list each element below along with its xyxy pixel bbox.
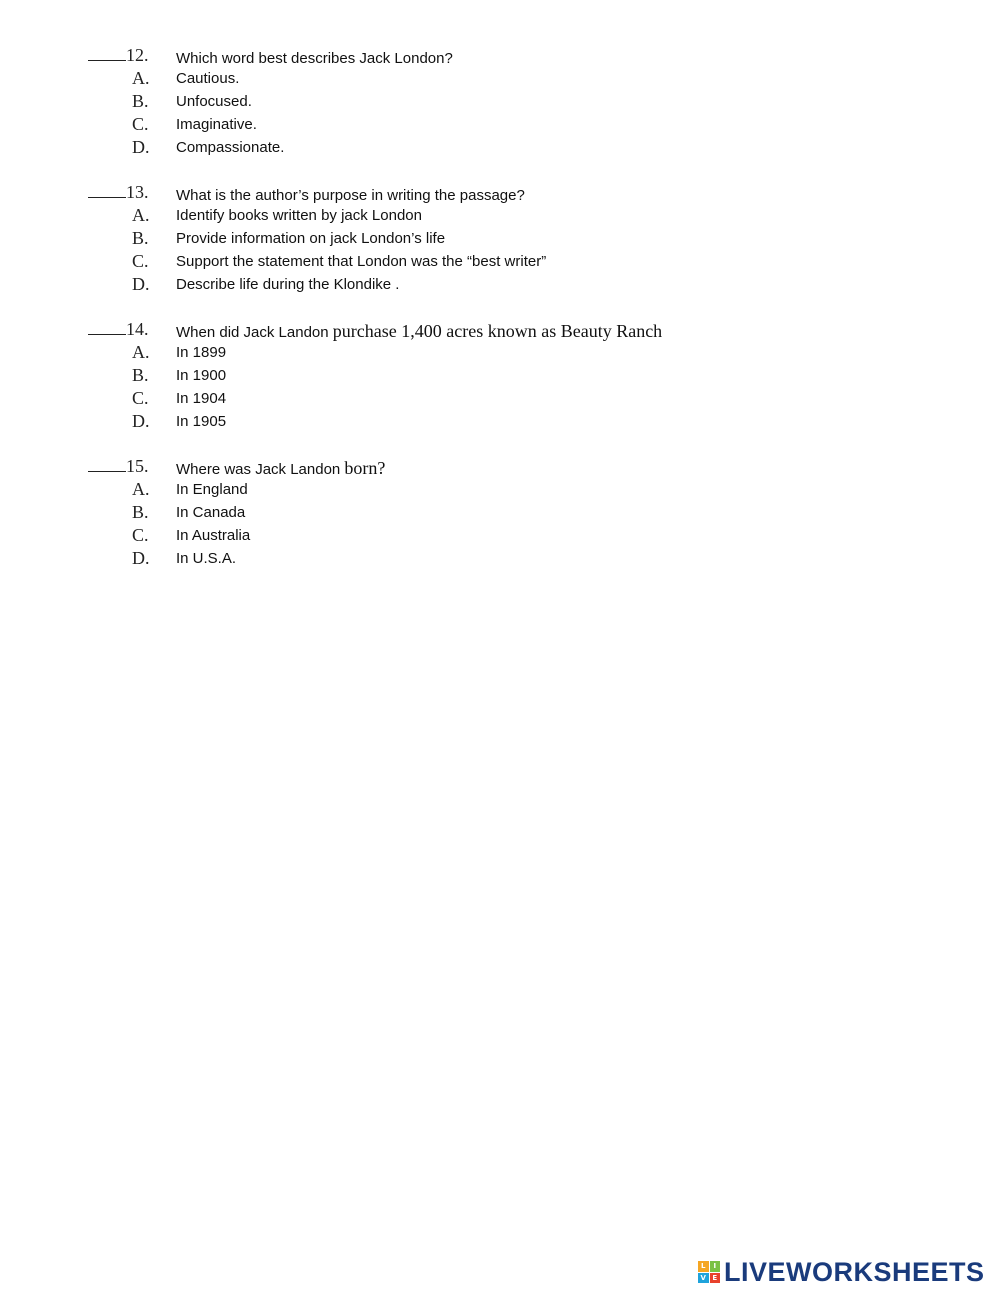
answer-blank[interactable] [88,320,126,335]
question-number [88,319,149,340]
logo-icon-letter: L [698,1261,709,1272]
question-text-tail: born? [344,458,386,478]
logo-icon-letter: I [710,1261,721,1272]
option-text: Imaginative. [176,116,257,133]
option-letter: C. [132,251,149,271]
option-letter: D. [132,137,150,157]
option-text: Provide information on jack London’s life [176,230,446,247]
option-letter: A. [132,479,150,499]
option-letter: D. [132,548,150,568]
logo-text: LIVEWORKSHEETS [724,1256,985,1287]
question-number-label: 12. [126,45,149,65]
answer-blank[interactable] [88,183,126,198]
question-text [176,47,453,68]
answer-blank[interactable] [88,457,126,472]
question-number [88,456,149,477]
option-letter: A. [132,68,150,88]
question-text-main: Which word best describes Jack London? [176,50,453,67]
option-letter: A. [132,342,150,362]
option-letter: C. [132,388,149,408]
option-text: Unfocused. [176,93,252,110]
option-letter: B. [132,365,149,385]
option-letter: D. [132,411,150,431]
option-letter: C. [132,525,149,545]
option-text: Compassionate. [176,139,285,156]
question-text-main: When did Jack Landon [176,324,333,341]
question-text-main: What is the author’s purpose in writing the passage? [176,187,525,204]
question-number-label: 14. [126,319,149,339]
option-text: Identify books written by jack London [176,207,422,224]
option-text: Support the statement that London was the “best writer” [176,253,547,270]
option-text: In 1904 [176,390,227,407]
liveworksheets-logo [698,1258,985,1286]
option-text: In 1899 [176,344,227,361]
logo-icon [698,1261,720,1283]
answer-blank[interactable] [88,46,126,61]
logo-icon-letter: V [698,1273,709,1284]
logo-icon-letter: E [710,1273,721,1284]
option-letter: D. [132,274,150,294]
question-text [176,458,385,479]
option-letter: C. [132,114,149,134]
question-number [88,45,149,66]
question-number-label: 13. [126,182,149,202]
option-letter: B. [132,91,149,111]
option-text: Cautious. [176,70,240,87]
question-text [176,184,525,205]
question-number-label: 15. [126,456,149,476]
option-letter: A. [132,205,150,225]
question-number [88,182,149,203]
option-text: In Canada [176,504,246,521]
option-text: In 1900 [176,367,227,384]
option-letter: B. [132,502,149,522]
option-text: In England [176,481,248,498]
question-text [176,321,662,342]
option-text: In 1905 [176,413,227,430]
option-text: Describe life during the Klondike . [176,276,400,293]
option-text: In U.S.A. [176,550,237,567]
question-text-main: Where was Jack Landon [176,461,345,478]
question-text-tail: purchase 1,400 acres known as Beauty Ranch [332,321,663,341]
option-letter: B. [132,228,149,248]
option-text: In Australia [176,527,251,544]
